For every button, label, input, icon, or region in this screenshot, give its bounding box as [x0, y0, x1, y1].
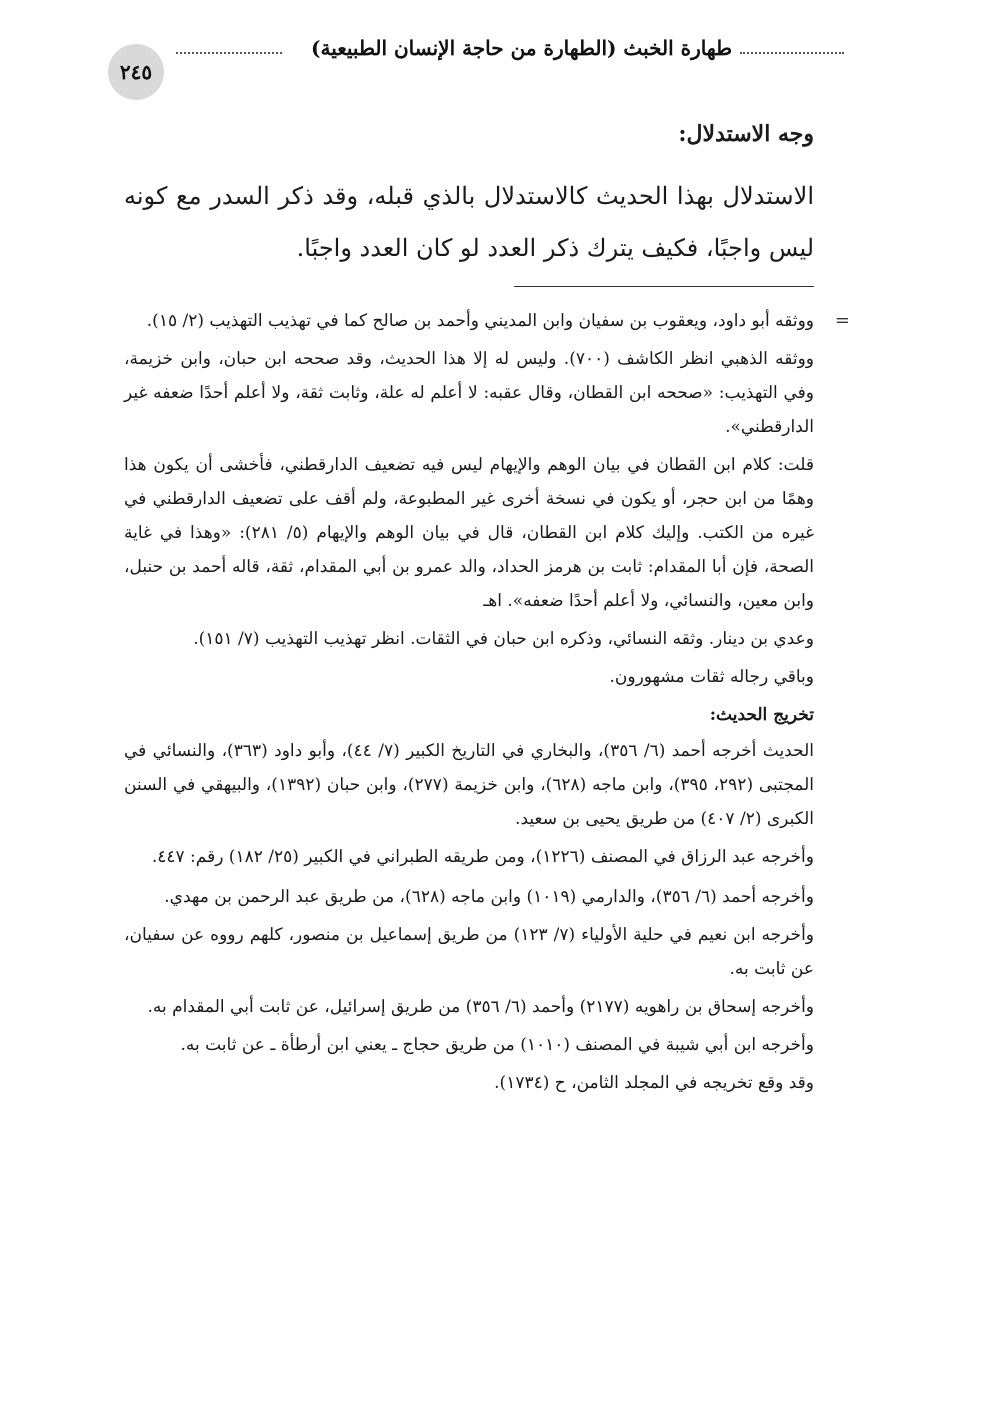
header-dots-left [176, 52, 282, 54]
footnote-paragraph: وأخرجه أحمد (٦/ ٣٥٦)، والدارمي (١٠١٩) وابن ماجه (٦٢٨)، من طريق عبد الرحمن بن مهدي. [164, 887, 814, 907]
takhrij-heading: تخريج الحديث: [709, 705, 814, 725]
footnote-paragraph: قلت: كلام ابن القطان في بيان الوهم والإيهام ليس فيه تضعيف الدارقطني، فأخشى أن يكون هذا وهمًا من ابن حجر، أو يكون في نسخة أخرى غير المطبوعة، ولم أقف على تضعيف الدارقطني في غيره من الكتب. وإليك كلام ابن القطان، قال في بيان الوهم والإيهام (٥/ ٢٨١): «وهذا في غاية الصحة، فإن أبا المقدام: ثابت بن هرمز الحداد، والد عمرو بن أبي المقدام، ثقة، قاله أحمد بن حنبل، وابن معين، والنسائي، ولا أعلم أحدًا ضعفه». اهـ [124, 455, 814, 611]
footnote-paragraph: وقد وقع تخريجه في المجلد الثامن، ح (١٧٣٤). [494, 1073, 814, 1093]
main-text [124, 112, 814, 274]
footnote-paragraph: ووثقه أبو داود، ويعقوب بن سفيان وابن المديني وأحمد بن صالح كما في تهذيب التهذيب (٢/ ١٥). [146, 311, 814, 331]
running-title: طهارة الخبث (الطهارة من حاجة الإنسان الطبيعية) [311, 36, 732, 60]
footnote-paragraph: وأخرجه ابن أبي شيبة في المصنف (١٠١٠) من طريق حجاج ـ يعني ابن أرطأة ـ عن ثابت به. [180, 1035, 814, 1055]
page-number: ٢٤٥ [108, 44, 164, 100]
main-paragraph: الاستدلال بهذا الحديث كالاستدلال بالذي قبله، وقد ذكر السدر مع كونه ليس واجبًا، فكيف يترك ذكر العدد لو كان العدد واجبًا. [124, 182, 814, 262]
section-heading: وجه الاستدلال: [678, 121, 814, 147]
footnote-separator [514, 286, 814, 287]
continuation-mark: = [834, 310, 850, 331]
footnotes [124, 304, 850, 1104]
footnote-paragraph: وأخرجه إسحاق بن راهويه (٢١٧٧) وأحمد (٦/ ٣٥٦) من طريق إسرائيل، عن ثابت أبي المقدام به. [147, 997, 814, 1017]
footnote-paragraph: وباقي رجاله ثقات مشهورون. [609, 667, 814, 687]
footnote-paragraph: ووثقه الذهبي انظر الكاشف (٧٠٠). وليس له إلا هذا الحديث، وقد صححه ابن حبان، وابن خزيمة، وفي التهذيب: «صححه ابن القطان، وقال عقبه: لا أعلم له علة، وثابت ثقة، ولا أعلم أحدًا ضعفه غير الدارقطني». [124, 349, 814, 437]
footnote-paragraph: وأخرجه ابن نعيم في حلية الأولياء (٧/ ١٢٣) من طريق إسماعيل بن منصور، كلهم رووه عن سفيان، عن ثابت به. [124, 925, 814, 979]
footnote-paragraph: وأخرجه عبد الرزاق في المصنف (١٢٢٦)، ومن طريقه الطبراني في الكبير (٢٥/ ١٨٢) رقم: ٤٤٧. [151, 847, 814, 867]
footnote-paragraph: وعدي بن دينار. وثقه النسائي، وذكره ابن حبان في الثقات. انظر تهذيب التهذيب (٧/ ١٥١). [193, 629, 814, 649]
header-dots-right [740, 52, 844, 54]
footnote-paragraph: الحديث أخرجه أحمد (٦/ ٣٥٦)، والبخاري في التاريخ الكبير (٧/ ٤٤)، وأبو داود (٣٦٣)، والنسائي في المجتبى (٢٩٢، ٣٩٥)، وابن ماجه (٦٢٨)، وابن خزيمة (٢٧٧)، وابن حبان (١٣٩٢)، والبيهقي في السنن الكبرى (٢/ ٤٠٧) من طريق يحيى بن سعيد. [124, 741, 815, 829]
